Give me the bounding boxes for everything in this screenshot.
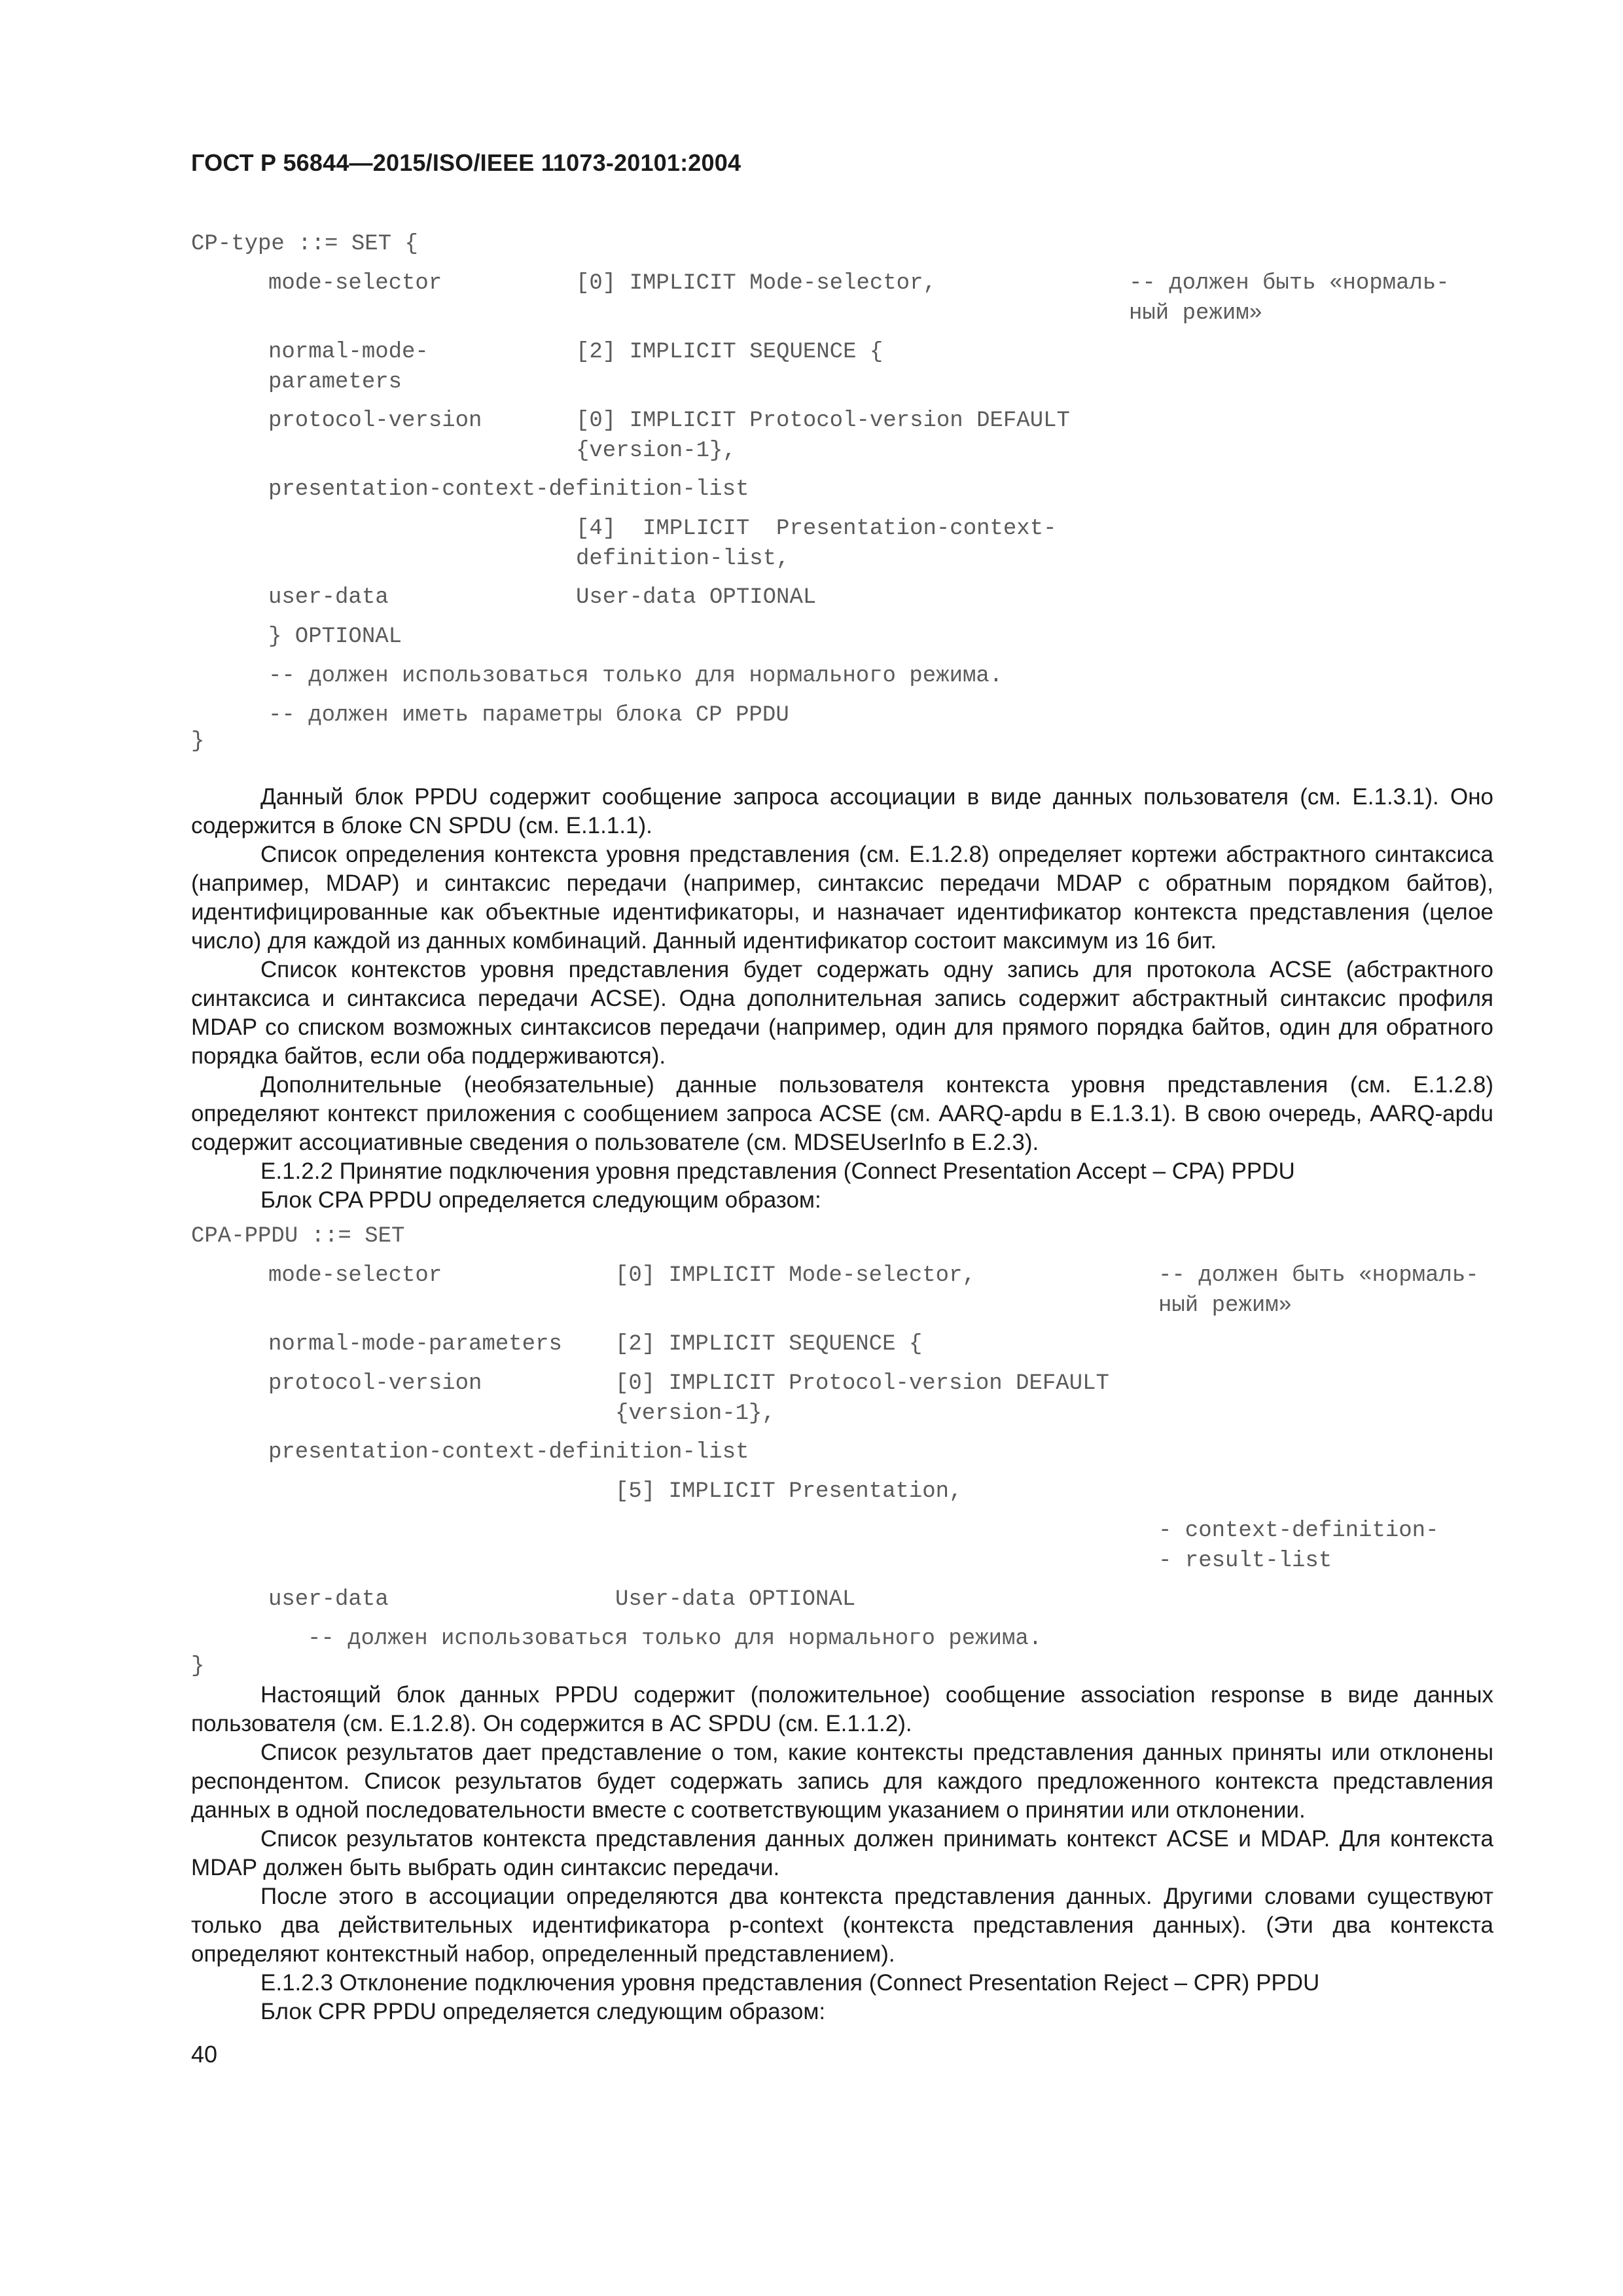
- section-heading-cpr: Е.1.2.3 Отклонение подключения уровня представления (Connect Presentation Reject – CPR) PPDU: [260, 1970, 1320, 1996]
- paragraph: Настоящий блок данных PPDU содержит (положительное) сообщение association response в виде данных пользователя (см. Е.1.2.8). Он содержится в AC SPDU (см. Е.1.1.2).: [191, 1682, 1493, 1736]
- field-definition: [5] IMPLICIT Presentation,: [615, 1479, 963, 1504]
- cpa-row-comment-normal-mode: [308, 1624, 1043, 1684]
- field-name: user-data: [268, 585, 389, 610]
- field-name: user-data: [268, 1587, 389, 1612]
- section-heading-cpa: Е.1.2.2 Принятие подключения уровня представления (Connect Presentation Accept – CPA) PPDU: [260, 1158, 1295, 1184]
- paragraph: Список определения контекста уровня представления (см. Е.1.2.8) определяет кортежи абстрактного синтаксиса (например, MDAP) и синтаксис передачи (например, синтаксис передачи MDAP с обратным порядком байтов), идентифицированные как объектные идентификаторы, и назначает идентификатор контекста представления (целое число) для каждой из данных комбинаций. Данный идентификатор состоит максимум из 16 бит.: [191, 842, 1493, 954]
- field-definition: [0] IMPLICIT Mode-selector,: [576, 271, 936, 296]
- page-number: 40: [191, 2041, 218, 2068]
- paragraph: Данный блок PPDU содержит сообщение запроса ассоциации в виде данных пользователя (см. Е.1.3.1). Оно содержится в блоке CN SPDU (см. Е.1.1.1).: [191, 784, 1493, 838]
- code-comment: -- должен использоваться только для нормального режима.: [268, 664, 1003, 689]
- field-definition: [0] IMPLICIT Protocol-version DEFAULT {version-1},: [615, 1371, 1109, 1426]
- document-header: ГОСТ Р 56844—2015/ISO/IEEE 11073-20101:2004: [191, 149, 741, 176]
- field-name: mode-selector: [268, 1263, 442, 1288]
- code-comment: -- должен использоваться только для нормального режима.: [308, 1626, 1043, 1651]
- section-intro-cpr: Блок CPR PPDU определяется следующим образом:: [260, 1999, 826, 2024]
- field-definition: [0] IMPLICIT Protocol-version DEFAULT {version-1},: [576, 408, 1070, 463]
- field-name: } OPTIONAL: [268, 624, 402, 649]
- field-name: mode-selector: [268, 271, 442, 296]
- section-intro-cpa: Блок CPA PPDU определяется следующим образом:: [260, 1187, 821, 1213]
- cp-row-comment-params: [268, 700, 789, 761]
- cpa-row-result-list: [268, 1516, 1439, 1576]
- cpa-ppdu-close: }: [191, 1654, 205, 1679]
- paragraph: Список результатов дает представление о том, какие контексты представления данных приняты или отклонены респондентом. Список результатов будет содержать запись для каждого предложенного контекста представления данных в одной последовательности вместе с соответствующим указанием о принятии или отклонении.: [191, 1740, 1493, 1823]
- field-name: normal-mode-parameters: [268, 1332, 562, 1357]
- cp-row-presentation-context-definition: [268, 514, 1057, 574]
- field-name: protocol-version: [268, 1371, 482, 1396]
- field-comment: -- должен быть «нормаль- ный режим»: [1129, 271, 1450, 326]
- field-definition: [4] IMPLICIT Presentation-context- definition-list,: [576, 516, 1057, 571]
- field-definition: [2] IMPLICIT SEQUENCE {: [615, 1332, 923, 1357]
- field-definition: [2] IMPLICIT SEQUENCE {: [576, 340, 883, 365]
- paragraph: Список контекстов уровня представления будет содержать одну запись для протокола ACSE (абстрактного синтаксиса и синтаксиса передачи ACSE). Одна дополнительная запись содержит абстрактный синтаксис профиля MDAP со списком возможных синтаксисов передачи (например, один для прямого порядка байтов, один для обратного порядка байтов, если оба поддерживаются).: [191, 957, 1493, 1069]
- cp-type-open: CP-type ::= SET {: [191, 232, 418, 257]
- field-name: presentation-context-definition-list: [268, 1440, 749, 1465]
- field-definition: [0] IMPLICIT Mode-selector,: [615, 1263, 976, 1288]
- field-comment: -- должен быть «нормаль- ный режим»: [1158, 1263, 1479, 1318]
- field-name: presentation-context-definition-list: [268, 477, 749, 502]
- code-comment: -- должен иметь параметры блока CP PPDU: [268, 703, 789, 728]
- cp-type-close: }: [191, 729, 205, 754]
- field-name: normal-mode- parameters: [268, 340, 429, 395]
- field-name: protocol-version: [268, 408, 482, 433]
- field-comment: - context-definition- - result-list: [1158, 1518, 1439, 1573]
- cpa-ppdu-open: CPA-PPDU ::= SET: [191, 1224, 405, 1249]
- field-definition: User-data OPTIONAL: [576, 585, 817, 610]
- field-definition: User-data OPTIONAL: [615, 1587, 856, 1612]
- paragraph: После этого в ассоциации определяются два контекста представления данных. Другими словами существуют только два действительных идентификатора p-context (контекста представления данных). (Эти два контекста определяют контекстный набор, определенный представлением).: [191, 1884, 1493, 1967]
- paragraph: Список результатов контекста представления данных должен принимать контекст ACSE и MDAP. Для контекста MDAP должен быть выбрать один синтаксис передачи.: [191, 1826, 1493, 1880]
- paragraph: Дополнительные (необязательные) данные пользователя контекста уровня представления (см. Е.1.2.8) определяют контекст приложения с сообщением запроса ACSE (см. AARQ-apdu в Е.1.3.1). В свою очередь, AARQ-apdu содержит ассоциативные сведения о пользователе (см. MDSEUserInfo в Е.2.3).: [191, 1072, 1493, 1155]
